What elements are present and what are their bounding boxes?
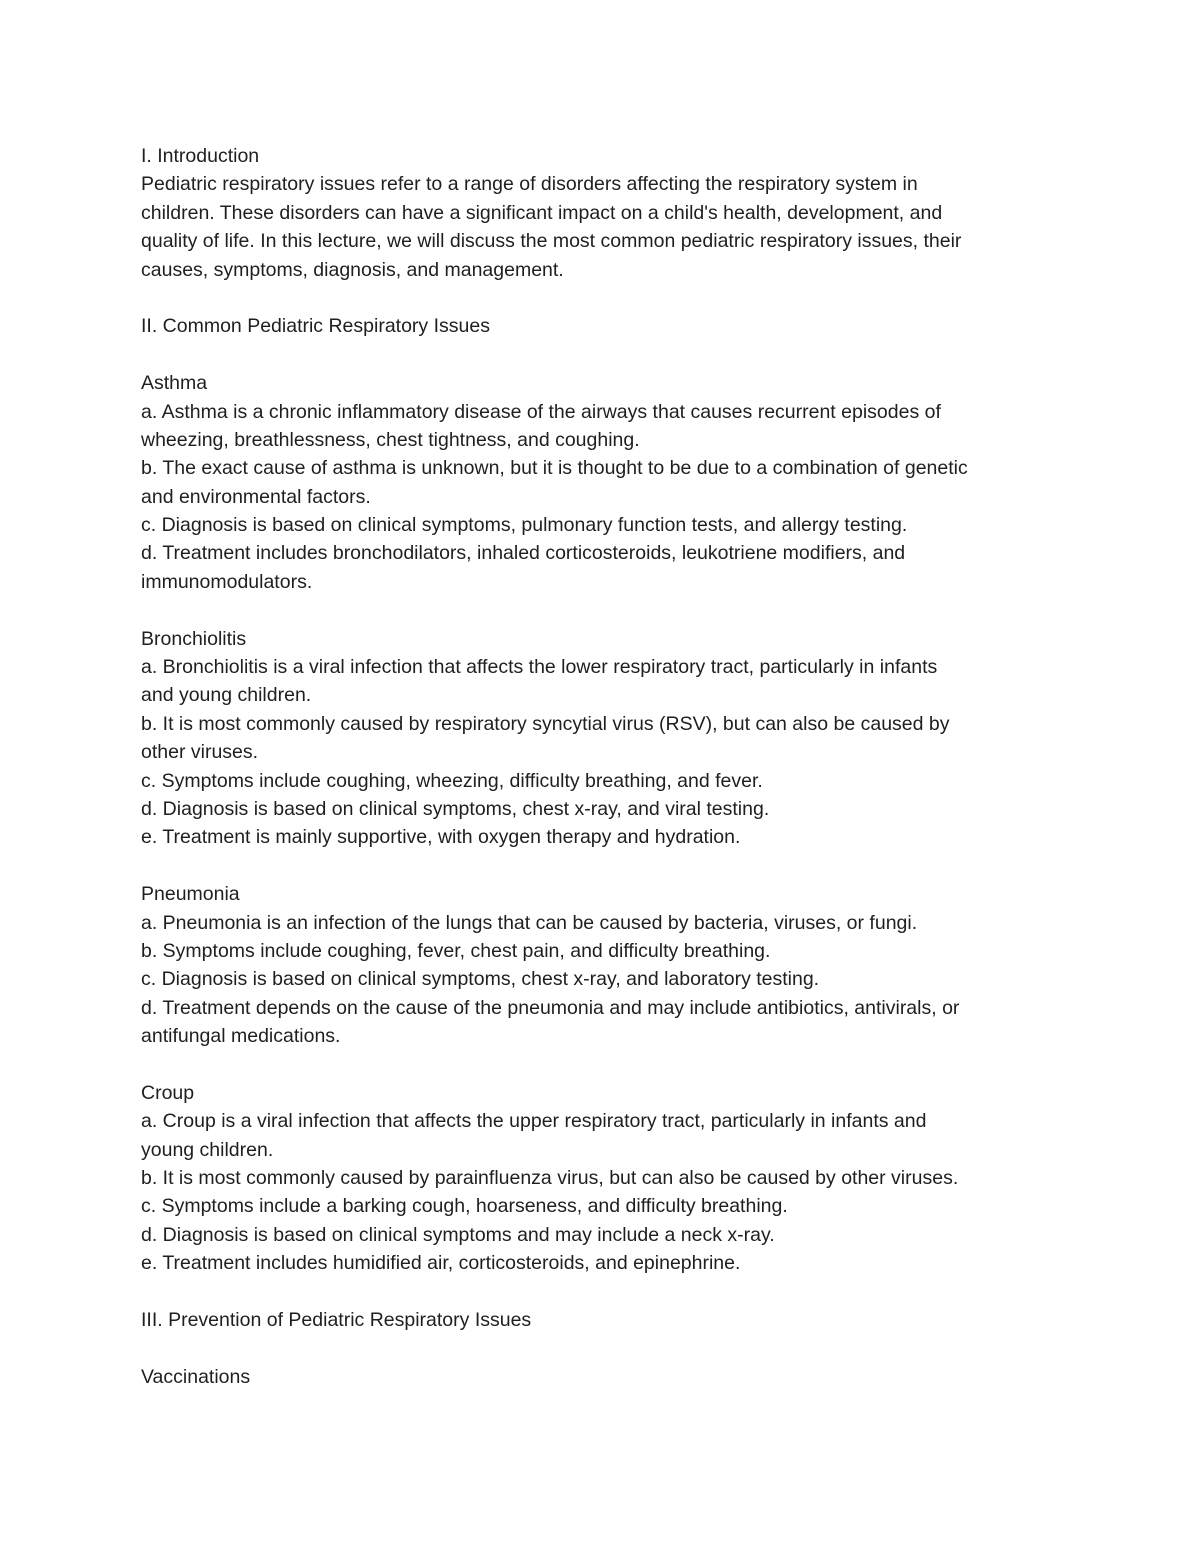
subsection-title-bronchiolitis: Bronchiolitis — [141, 627, 247, 650]
list-line: c. Diagnosis is based on clinical symptoms, chest x-ray, and laboratory testing. — [141, 968, 820, 991]
list-line: b. It is most commonly caused by respiratory syncytial virus (RSV), but can also be caused by — [141, 712, 950, 735]
blank-line — [141, 596, 1071, 624]
list-line: antifungal medications. — [141, 1025, 341, 1048]
subsection-title-asthma: Asthma — [141, 372, 208, 395]
list-line: and young children. — [141, 684, 312, 707]
blank-line — [141, 852, 1071, 880]
section-heading-prevention: III. Prevention of Pediatric Respiratory Issues — [141, 1309, 532, 1332]
paragraph-line: Pediatric respiratory issues refer to a range of disorders affecting the respiratory system in — [141, 173, 918, 196]
blank-line — [141, 1051, 1071, 1079]
list-line: a. Pneumonia is an infection of the lungs that can be caused by bacteria, viruses, or fungi. — [141, 911, 918, 934]
blank-line — [141, 341, 1071, 369]
subsection-title-pneumonia: Pneumonia — [141, 883, 240, 906]
list-line: a. Bronchiolitis is a viral infection that affects the lower respiratory tract, particularly in infants — [141, 656, 938, 679]
list-line: other viruses. — [141, 741, 259, 764]
list-line: c. Symptoms include coughing, wheezing, difficulty breathing, and fever. — [141, 769, 763, 792]
list-line: immunomodulators. — [141, 570, 313, 593]
list-line: and environmental factors. — [141, 485, 371, 508]
list-line: a. Asthma is a chronic inflammatory disease of the airways that causes recurrent episodes of — [141, 400, 941, 423]
list-line: b. It is most commonly caused by parainfluenza virus, but can also be caused by other viruses. — [141, 1167, 959, 1190]
section-heading-introduction: I. Introduction — [141, 145, 260, 167]
list-line: c. Symptoms include a barking cough, hoarseness, and difficulty breathing. — [141, 1195, 788, 1218]
list-line: d. Diagnosis is based on clinical symptoms, chest x-ray, and viral testing. — [141, 797, 770, 820]
list-line: a. Croup is a viral infection that affects the upper respiratory tract, particularly in infants and — [141, 1110, 927, 1133]
list-line: b. Symptoms include coughing, fever, chest pain, and difficulty breathing. — [141, 939, 771, 962]
list-line: d. Treatment includes bronchodilators, inhaled corticosteroids, leukotriene modifiers, and — [141, 542, 906, 565]
paragraph-line: children. These disorders can have a significant impact on a child's health, development, and — [141, 201, 943, 224]
blank-line — [141, 1278, 1071, 1306]
blank-line — [141, 1334, 1071, 1362]
section-heading-common-issues: II. Common Pediatric Respiratory Issues — [141, 315, 490, 338]
blank-line — [141, 284, 1071, 312]
list-line: wheezing, breathlessness, chest tightness, and coughing. — [141, 428, 640, 451]
list-line: d. Diagnosis is based on clinical symptoms and may include a neck x-ray. — [141, 1223, 775, 1246]
list-line: young children. — [141, 1138, 274, 1161]
list-line: e. Treatment includes humidified air, corticosteroids, and epinephrine. — [141, 1252, 741, 1275]
list-line: e. Treatment is mainly supportive, with oxygen therapy and hydration. — [141, 826, 741, 849]
list-line: b. The exact cause of asthma is unknown, but it is thought to be due to a combination of genetic — [141, 457, 968, 480]
list-line: d. Treatment depends on the cause of the pneumonia and may include antibiotics, antivirals, or — [141, 996, 960, 1019]
subsection-title-croup: Croup — [141, 1081, 195, 1104]
paragraph-line: causes, symptoms, diagnosis, and management. — [141, 258, 564, 281]
document-page — [141, 142, 1071, 1391]
subsection-title-vaccinations: Vaccinations — [141, 1365, 251, 1388]
list-line: c. Diagnosis is based on clinical symptoms, pulmonary function tests, and allergy testing. — [141, 514, 908, 537]
paragraph-line: quality of life. In this lecture, we will discuss the most common pediatric respiratory issues, their — [141, 230, 962, 253]
